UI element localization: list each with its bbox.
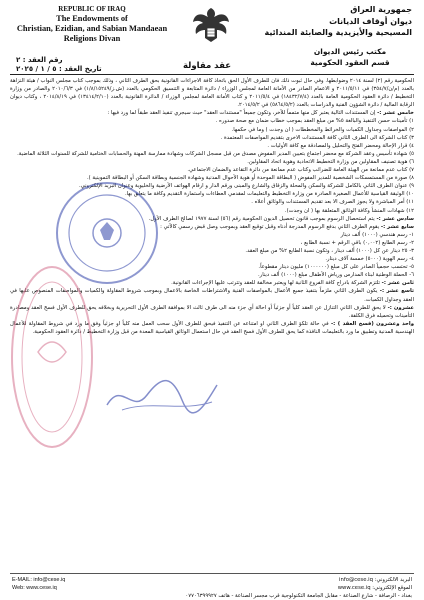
section-15-title: خامس عشر :- bbox=[377, 110, 414, 117]
section-17-title: سابع عشر :- bbox=[380, 223, 414, 230]
department-name: قسم العقود الحكومية bbox=[310, 58, 390, 67]
section-16-title: سادس عشر :- bbox=[376, 215, 414, 222]
list-item: ٩) عنوان الطرف الثاني بالكامل للشركة والسكن والمحلة والزقاق والشارع والمبنى ورقم الدار و ارقام الهواتف الأرضية والخليوية وعنوان البريد الإلكتروني. bbox=[78, 183, 414, 190]
header-english bbox=[12, 5, 172, 44]
list-item: ٢) المواصفات وجداول الكميات والخرائط والمخططات ( ان وجدت ) وما في حكمها. bbox=[231, 126, 414, 133]
header-arabic bbox=[237, 4, 412, 39]
header-ar-line3: المسيحية والأيزيدية والصابئة المندائية bbox=[264, 28, 412, 37]
header-divider bbox=[10, 74, 414, 75]
list-item: ١٢) شهادات المنشأ وكافة الوثائق المتعلقة بها ( ان وجدت). bbox=[284, 207, 414, 214]
fee-item: ٣- ٢٥ دينار عن كل (١٠٠٠) ألف دينار ، وتكون نسبة الطابع ٢% من مبلغ العقد. bbox=[245, 247, 414, 254]
list-item: ٨) صورة من المستمسكات الشخصية للمدير المفوض ( البطاقة الموحدة أو هوية الأحوال المدنية وشهادة الجنسية وبطاقة السكن أو البطاقة التموينية ). bbox=[86, 175, 414, 182]
list-item: ٥) شهادة تأسيس وعقد الشركة مع محضر اجتماع بتعيين المدير المفوض مصدق من قبل مسجل الشركات وشهادة ممارسة المهنة والحسابات الختامية للشركة للسنوات الثلاثة الماضية. bbox=[17, 150, 414, 157]
fee-item: ٤- رسم الهوية (٥٠٠٠) خمسة آلاف دينار. bbox=[325, 256, 414, 263]
header-en-line2: The Endowments of bbox=[56, 14, 128, 23]
list-item: ٧) كتاب عدم ممانعة من الهيئة العامة للضرائب وكتاب عدم ممانعة من دائرة التقاعد والضمان الاجتماعي. bbox=[187, 167, 414, 174]
list-item: ١٠) الوثيقة القياسية للأعمال الصغيرة الصادرة من وزارة التخطيط والتعليمات لمقدمي العطاءات واستمارة التقديم وكافة ما يتعلق بها. bbox=[125, 191, 414, 198]
section-15 bbox=[10, 109, 414, 117]
section-16-text: يتم استحصال الرسوم بموجب قانون تحصيل الديون الحكومية رقم (٥٦) لسنة ١٩٧٧ لصالح الطرف الأول. bbox=[148, 215, 375, 222]
department-seal-icon bbox=[8, 262, 96, 452]
contract-date: تاريخ العقد : ٥ / ١ / ٢٠٢٥ bbox=[16, 65, 102, 73]
footer-web: Web: www.cese.iq bbox=[12, 585, 57, 591]
contract-number: رقم العقد : ٢ bbox=[16, 56, 63, 64]
header-en-line4: Religions Divan bbox=[63, 34, 121, 43]
section-20-text: لا يحق للطرف الثاني التنازل عن العقد كلياً أو جزئياً أو احالة أي جزء منه الى طرف ثالث الا بموافقة الطرف الأول التحريرية وبخلافه يحق للطرف الأول فسخ العقد ومصادرة التأمينات وتحميله فرق الكلفة. bbox=[10, 304, 414, 319]
footer-ar-email: البريد الالكتروني: info@cese.iq bbox=[339, 577, 412, 583]
section-17-text: يقوم الطرف الثاني بدفع الرسوم المدرجة أدناه وقبل توقيع العقد وبموجب وصل قبض رسمي كالآتي : bbox=[160, 223, 380, 230]
section-19-title: تاسع عشر :- bbox=[379, 288, 414, 295]
header-ar-line2: ديوان أوقاف الديانات bbox=[329, 16, 412, 26]
list-item: ١١) أمر المباشرة ولا يجوز الصرف الا بعد تقديم المستندات والوثائق أعلاه . bbox=[251, 199, 414, 206]
paragraph-1: الحكومية رقم (٢) لسنة ٢٠١٤ وضوابطها. وفي حال ثبوت ذلك فان للطرف الأول الحق باتخاذ كافة الاجراءات القانونية بحق الطرف الثاني ، وذلك بموجب كتاب مجلس النواب / هيئة النزاهة بالعدد (م/ن/٣٥٤/٧) في ٢٠١١/٥/١١ و الاعمام الصادر من الأمانة العامة لمجلس الوزراء / دائرة المتابعة و التنسيق الحكومي بالعدد (ش.ز/١/٨/١٥٢٤٩) في ٢٠١٠/٦/٣ والصادر من وزارة التخطيط / دائرة العقود الحكومية العامة بالعدد (١٨٤٣٢/٧/٤) في ٢٠١١/٥/٤ و كتاب الأمانة العامة لمجلس الوزراء / الدائرة القانونية بالعدد (١٣٤١٤/٢/١٠) في ٢٠١٤/٨/١٩ ، وكتاب ديوان الرقابة المالية / دائرة الشؤون الفنية والدراسات بالعدد (٥٨٦٤/٥/٢) في ٢٠١٤/٥/٢. bbox=[10, 78, 414, 109]
section-21-text: في حالة تلكؤ الطرف الثاني او امتناعه عن التنفيذ فيحق للطرف الأول سحب العمل منه كلياً او جزئياً وفق ما ورد في شروط المقاولة للأعمال الهندسية المدنية وتطبيق ما ورد بالتعليمات النافذة كما يحق للطرف الأول فسخ العقد في حال استعمال الوثائق القياسية المعدة من قبل وزارة التخطيط / دائرة العقود الحكومية. bbox=[10, 320, 414, 335]
section-18-title: ثامن عشر :- bbox=[381, 280, 414, 287]
fee-item: ٢- رسم الطابع (٠,٠٠٢) باقي الرقم + نسبة الطابع ، bbox=[300, 239, 414, 246]
fee-item: ٦- الحملة الوطنية لبناء المدارس ورياض الأطفال مبلغ (١٠٠٠) ألف دينار. bbox=[257, 272, 414, 279]
list-item: ١) تأمينات حسن التنفيذ والبالغة ٥% من مبلغ العقد بموجب خطاب ضمان مع صحة صدوره . bbox=[215, 118, 414, 125]
fee-item: ٥- تحتسب حجمياً الصادر على كل مبلغ (١٠٠٠٠٠٠) مليون دينار مقطوعاً. bbox=[258, 264, 414, 271]
footer-english bbox=[12, 576, 65, 592]
list-item: ٤) قرار الإحالة ومحضر الفتح والتحليل والمصادقة مع كافة الأوليات . bbox=[267, 142, 414, 149]
office-info bbox=[290, 46, 410, 68]
footer-email: E-MAIL: info@cese.iq bbox=[12, 577, 66, 583]
footer-divider bbox=[10, 573, 414, 574]
list-item: ٦) هوية تصنيف المقاولين من وزارة التخطيط الاتحادية وهوية اتحاد المقاولين. bbox=[247, 158, 414, 165]
iraq-eagle-emblem-icon bbox=[190, 4, 232, 46]
contract-reference bbox=[16, 56, 102, 74]
section-19-text: يكون الطرف الثاني ملزماً بتنفيذ جميع الأعمال بالمواصفات الفنية والاشتراطات الخاصة بالاعمال وبموجب شروط المقاولة والكميات والمواصفات المنصوص عليها في العقد وجداول الكميات. bbox=[10, 288, 414, 303]
signature-icon bbox=[102, 370, 222, 420]
list-item: ٣) كتاب الشركة الى الطرف الثاني كافة المستندات الاخرى بتقديم المواصفات المعتمدة . bbox=[220, 134, 414, 141]
section-15-text: إن المستندات التالية يعتبر كل منها متمماً للآخر، وتكون جميعاً "مستندات العقد" حيث سيجري تنفيذ العقد طبقاً لما ورد فيها : bbox=[107, 110, 376, 117]
header-en-line3: Christian, Ezidian, and Sabian Mandaean bbox=[16, 24, 168, 33]
contract-title: عقد مقاولة bbox=[183, 61, 231, 71]
header-en-country: REPUBLIC OF IRAQ bbox=[58, 5, 126, 13]
section-21-title: واحد وعشرون (فسخ العقد ) :- bbox=[330, 320, 414, 327]
header-ar-country: جمهورية العراق bbox=[350, 5, 412, 14]
footer-ar-address: بغداد - الرصافة - شارع الصناعة - مقابل الجامعة التكنولوجية قرب مجسر الصناعة - هاتف ٠٧٧٠٦٣٩٩٩٢٧ bbox=[185, 593, 412, 599]
section-18-text: تلتزم الشركة بادراج كافة الفروع الثانية لها ويعتبر مخالفة للعقد وتترتب عليها الإجراءات القانونية. bbox=[171, 280, 380, 287]
office-name: مكتب رئيس الديوان bbox=[313, 47, 387, 56]
footer-arabic bbox=[185, 576, 412, 600]
footer-ar-web: الموقع الإلكتروني: www.cese.iq bbox=[337, 585, 412, 591]
fee-item: ١- رسم هندسي (١٠٠٠) ألف دينار bbox=[340, 231, 414, 238]
section-20-title: عشرون :- bbox=[387, 304, 414, 311]
